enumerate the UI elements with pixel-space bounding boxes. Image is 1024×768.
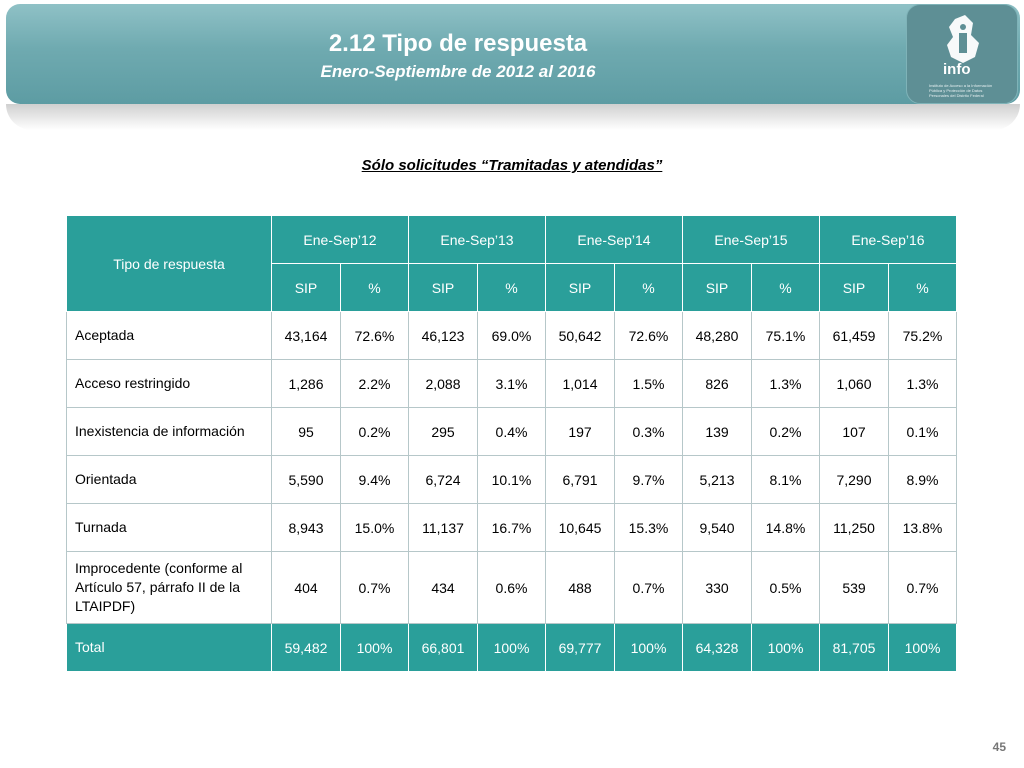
percent-cell: 0.7% xyxy=(341,552,409,624)
percent-cell: 0.4% xyxy=(478,408,546,456)
sip-cell: 50,642 xyxy=(546,312,615,360)
table-row xyxy=(67,552,957,624)
sip-cell: 11,250 xyxy=(820,504,889,552)
row-label: Acceso restringido xyxy=(67,360,272,408)
sip-cell: 139 xyxy=(683,408,752,456)
percent-cell: 75.1% xyxy=(752,312,820,360)
percent-cell: 100% xyxy=(889,624,957,672)
period-header: Ene-Sep’14 xyxy=(546,216,683,264)
total-row xyxy=(67,624,957,672)
table-body xyxy=(67,312,957,672)
sip-cell: 107 xyxy=(820,408,889,456)
sip-cell: 1,286 xyxy=(272,360,341,408)
sub-header-sip: SIP xyxy=(683,264,752,312)
percent-cell: 0.2% xyxy=(341,408,409,456)
percent-cell: 10.1% xyxy=(478,456,546,504)
table-row xyxy=(67,360,957,408)
sip-cell: 61,459 xyxy=(820,312,889,360)
table-row xyxy=(67,456,957,504)
sip-cell: 11,137 xyxy=(409,504,478,552)
percent-cell: 72.6% xyxy=(615,312,683,360)
sip-cell: 197 xyxy=(546,408,615,456)
sip-cell: 539 xyxy=(820,552,889,624)
percent-cell: 14.8% xyxy=(752,504,820,552)
logo-text: info xyxy=(943,61,971,78)
percent-cell: 2.2% xyxy=(341,360,409,408)
sip-cell: 95 xyxy=(272,408,341,456)
sip-cell: 434 xyxy=(409,552,478,624)
sip-cell: 6,724 xyxy=(409,456,478,504)
period-header: Ene-Sep’12 xyxy=(272,216,409,264)
percent-cell: 100% xyxy=(615,624,683,672)
percent-cell: 1.3% xyxy=(752,360,820,408)
page-title: 2.12 Tipo de respuesta xyxy=(328,30,588,57)
table-row xyxy=(67,408,957,456)
percent-cell: 3.1% xyxy=(478,360,546,408)
sip-cell: 48,280 xyxy=(683,312,752,360)
percent-cell: 16.7% xyxy=(478,504,546,552)
page-subtitle: Enero-Septiembre de 2012 al 2016 xyxy=(320,62,596,81)
sip-cell: 6,791 xyxy=(546,456,615,504)
percent-cell: 1.3% xyxy=(889,360,957,408)
percent-cell: 8.9% xyxy=(889,456,957,504)
sip-cell: 5,213 xyxy=(683,456,752,504)
info-logo xyxy=(906,4,1018,104)
sip-cell: 9,540 xyxy=(683,504,752,552)
percent-cell: 69.0% xyxy=(478,312,546,360)
percent-cell: 0.2% xyxy=(752,408,820,456)
sub-header-pct: % xyxy=(615,264,683,312)
table-row xyxy=(67,504,957,552)
sip-cell: 8,943 xyxy=(272,504,341,552)
sub-header-pct: % xyxy=(752,264,820,312)
percent-cell: 15.3% xyxy=(615,504,683,552)
sub-header-pct: % xyxy=(478,264,546,312)
percent-cell: 0.1% xyxy=(889,408,957,456)
percent-cell: 100% xyxy=(341,624,409,672)
sip-cell: 46,123 xyxy=(409,312,478,360)
percent-cell: 0.3% xyxy=(615,408,683,456)
sip-cell: 43,164 xyxy=(272,312,341,360)
sip-cell: 81,705 xyxy=(820,624,889,672)
sip-cell: 7,290 xyxy=(820,456,889,504)
percent-cell: 75.2% xyxy=(889,312,957,360)
sub-header-sip: SIP xyxy=(409,264,478,312)
sub-header-pct: % xyxy=(889,264,957,312)
period-header: Ene-Sep’13 xyxy=(409,216,546,264)
sip-cell: 330 xyxy=(683,552,752,624)
percent-cell: 1.5% xyxy=(615,360,683,408)
total-label: Total xyxy=(67,624,272,672)
sub-header-sip: SIP xyxy=(272,264,341,312)
sip-cell: 488 xyxy=(546,552,615,624)
sip-cell: 10,645 xyxy=(546,504,615,552)
percent-cell: 0.7% xyxy=(615,552,683,624)
percent-cell: 9.4% xyxy=(341,456,409,504)
row-label: Inexistencia de información xyxy=(67,408,272,456)
sip-cell: 1,060 xyxy=(820,360,889,408)
period-header: Ene-Sep’16 xyxy=(820,216,957,264)
period-header: Ene-Sep’15 xyxy=(683,216,820,264)
row-label: Aceptada xyxy=(67,312,272,360)
percent-cell: 9.7% xyxy=(615,456,683,504)
sip-cell: 1,014 xyxy=(546,360,615,408)
percent-cell: 13.8% xyxy=(889,504,957,552)
sip-cell: 5,590 xyxy=(272,456,341,504)
percent-cell: 0.5% xyxy=(752,552,820,624)
sub-header-pct: % xyxy=(341,264,409,312)
percent-cell: 15.0% xyxy=(341,504,409,552)
sip-cell: 69,777 xyxy=(546,624,615,672)
section-title: Sólo solicitudes “Tramitadas y atendidas” xyxy=(361,157,663,174)
banner-shadow xyxy=(6,104,1020,130)
percent-cell: 72.6% xyxy=(341,312,409,360)
sip-cell: 64,328 xyxy=(683,624,752,672)
sip-cell: 295 xyxy=(409,408,478,456)
sip-cell: 826 xyxy=(683,360,752,408)
percent-cell: 8.1% xyxy=(752,456,820,504)
sub-header-sip: SIP xyxy=(546,264,615,312)
percent-cell: 0.7% xyxy=(889,552,957,624)
percent-cell: 100% xyxy=(752,624,820,672)
row-label: Turnada xyxy=(67,504,272,552)
row-label: Orientada xyxy=(67,456,272,504)
row-header: Tipo de respuesta xyxy=(67,216,272,312)
table-row xyxy=(67,312,957,360)
response-type-table xyxy=(66,215,957,672)
logo-figure-icon xyxy=(907,9,1019,69)
page-number: 45 xyxy=(992,740,1006,754)
percent-cell: 100% xyxy=(478,624,546,672)
row-label: Improcedente (conforme al Artículo 57, párrafo II de la LTAIPDF) xyxy=(67,552,272,624)
sip-cell: 404 xyxy=(272,552,341,624)
sip-cell: 66,801 xyxy=(409,624,478,672)
sip-cell: 59,482 xyxy=(272,624,341,672)
logo-fine-print: Instituto de Acceso a la Información Pública y Protección de Datos Personales del Distrito Federal xyxy=(929,83,993,98)
sub-header-sip: SIP xyxy=(820,264,889,312)
sip-cell: 2,088 xyxy=(409,360,478,408)
percent-cell: 0.6% xyxy=(478,552,546,624)
